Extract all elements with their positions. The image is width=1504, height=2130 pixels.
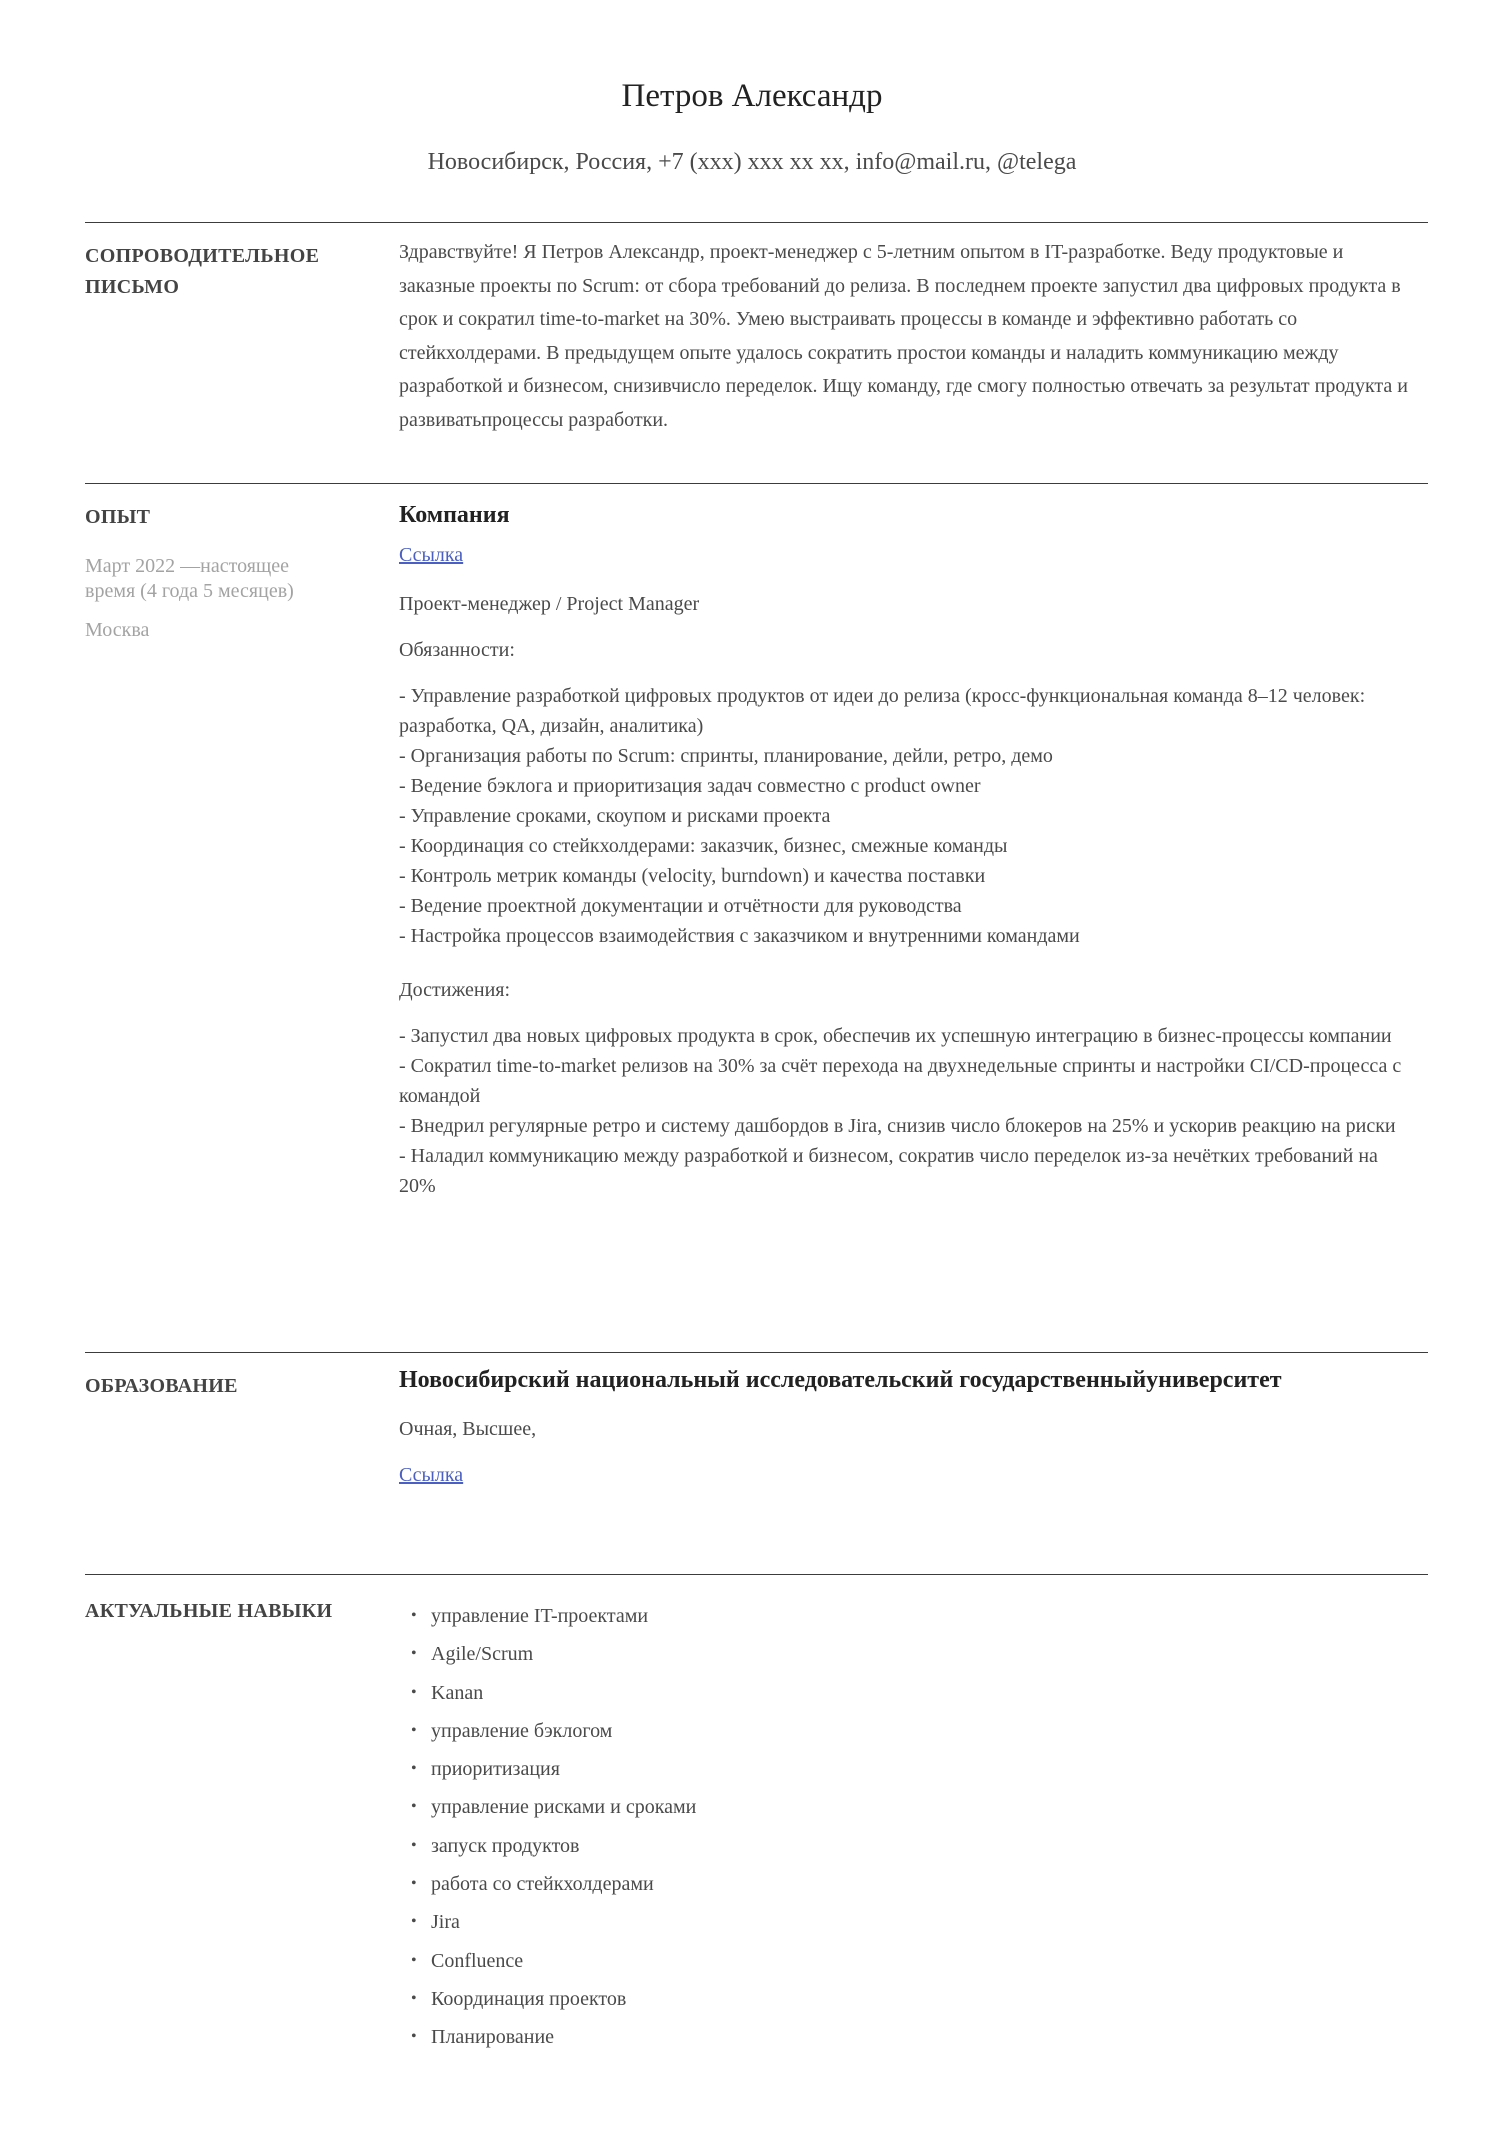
bullet-icon: •	[411, 1683, 417, 1701]
company-link[interactable]: Ссылка	[399, 544, 464, 566]
experience-meta	[85, 554, 325, 643]
list-item: - Управление разработкой цифровых продуктов от идеи до релиза (кросс-функциональная команда 8–12 человек: разработка, QA, дизайн, аналитика)	[399, 685, 1366, 737]
bullet-icon: •	[411, 1607, 417, 1624]
company-name: Компания	[399, 502, 510, 528]
education-form: Очная, Высшее,	[399, 1418, 537, 1440]
job-position: Проект-менеджер / Project Manager	[399, 593, 700, 615]
bullet-icon: •	[411, 2028, 417, 2046]
experience-period: Март 2022 —настоящее время (4 года 5 месяцев)	[85, 555, 294, 602]
education-section	[85, 1352, 1428, 1573]
bullet-icon: •	[411, 1836, 417, 1854]
experience-heading: ОПЫТ	[85, 506, 151, 528]
bullet-icon: •	[411, 1989, 417, 2007]
list-item: - Ведение бэклога и приоритизация задач совместно с product owner	[399, 775, 981, 797]
university-link[interactable]: Ссылка	[399, 1464, 464, 1486]
experience-section	[85, 483, 1428, 1354]
bullet-icon: •	[411, 1951, 417, 1969]
list-item: - Внедрил регулярные ретро и систему дашбордов в Jira, снизив число блокеров на 25% и ускорив реакцию на риски	[399, 1115, 1396, 1137]
skill-item: • Kanan	[399, 1674, 1409, 1712]
skill-item: • управление бэклогом	[399, 1712, 1409, 1750]
cover-letter-section	[85, 222, 1428, 481]
university-name: Новосибирский национальный исследовательский государственныйуниверситет	[399, 1367, 1282, 1393]
bullet-icon: •	[411, 1875, 417, 1893]
duties-title: Обязанности:	[399, 639, 515, 661]
list-item: - Сократил time-to-market релизов на 30% за счёт перехода на двухнедельные спринты и настройки CI/CD-процесса с командой	[399, 1055, 1402, 1107]
duties-list	[399, 681, 1409, 951]
candidate-name: Петров Александр	[621, 78, 883, 114]
skill-item: • Confluence	[399, 1942, 1409, 1980]
experience-content	[399, 498, 1409, 1201]
skills-content	[399, 1597, 1409, 2057]
achievements-list	[399, 1021, 1409, 1201]
list-item: - Ведение проектной документации и отчётности для руководства	[399, 895, 962, 917]
skill-item: • Координация проектов	[399, 1980, 1409, 2018]
list-item: - Управление сроками, скоупом и рисками проекта	[399, 805, 831, 827]
bullet-icon: •	[411, 1760, 417, 1778]
skills-heading: АКТУАЛЬНЫЕ НАВЫКИ	[85, 1600, 333, 1622]
skill-item: • приоритизация	[399, 1750, 1409, 1788]
list-item: - Координация со стейкхолдерами: заказчик, бизнес, смежные команды	[399, 835, 1008, 857]
skills-list	[399, 1597, 1409, 2057]
cover-letter-text: Здравствуйте! Я Петров Александр, проект-менеджер с 5-летним опытом в IT-разработке. Веду продуктовые и заказные проекты по Scrum: от сбора требований до релиза. В последнем проекте запустил два цифровых продукта в срок и сократил time-to-market на 30%. Умею выстраивать процессы в команде и эффективно работать со стейкхолдерами. В предыдущем опыте удалось сократить простои команды и наладить коммуникацию между разработкой и бизнесом, снизивчисло переделок. Ищу команду, где смогу полностью отвечать за результат продукта и развиватьпроцессы разработки.	[399, 241, 1408, 431]
skill-item: • Jira	[399, 1903, 1409, 1941]
skill-item: • управление IT-проектами	[399, 1597, 1409, 1635]
resume-header	[0, 0, 1504, 178]
skill-item: • Agile/Scrum	[399, 1635, 1409, 1673]
list-item: - Настройка процессов взаимодействия с заказчиком и внутренними командами	[399, 925, 1080, 947]
education-content	[399, 1363, 1409, 1490]
list-item: - Контроль метрик команды (velocity, burndown) и качества поставки	[399, 865, 986, 887]
skill-item: • работа со стейкхолдерами	[399, 1865, 1409, 1903]
cover-letter-content	[399, 236, 1409, 437]
skills-section	[85, 1574, 1428, 2075]
list-item: - Наладил коммуникацию между разработкой и бизнесом, сократив число переделок из-за нечётких требований на 20%	[399, 1145, 1378, 1197]
list-item: - Организация работы по Scrum: спринты, планирование, дейли, ретро, демо	[399, 745, 1053, 767]
education-heading: ОБРАЗОВАНИЕ	[85, 1375, 238, 1397]
cover-letter-heading: СОПРОВОДИТЕЛЬНОЕ ПИСЬМО	[85, 245, 320, 298]
achievements-title: Достижения:	[399, 979, 511, 1001]
list-item: - Запустил два новых цифровых продукта в срок, обеспечив их успешную интеграцию в бизнес-процессы компании	[399, 1025, 1392, 1047]
bullet-icon: •	[411, 1913, 417, 1931]
contact-line: Новосибирск, Россия, +7 (xxx) xxx xx xx, info@mail.ru, @telega	[427, 149, 1077, 175]
bullet-icon: •	[411, 1721, 417, 1739]
bullet-icon: •	[411, 1798, 417, 1816]
skill-item: • запуск продуктов	[399, 1827, 1409, 1865]
experience-city: Москва	[85, 619, 150, 641]
bullet-icon: •	[411, 1645, 417, 1663]
skill-item: • управление рисками и сроками	[399, 1788, 1409, 1826]
skill-item: • Планирование	[399, 2018, 1409, 2056]
